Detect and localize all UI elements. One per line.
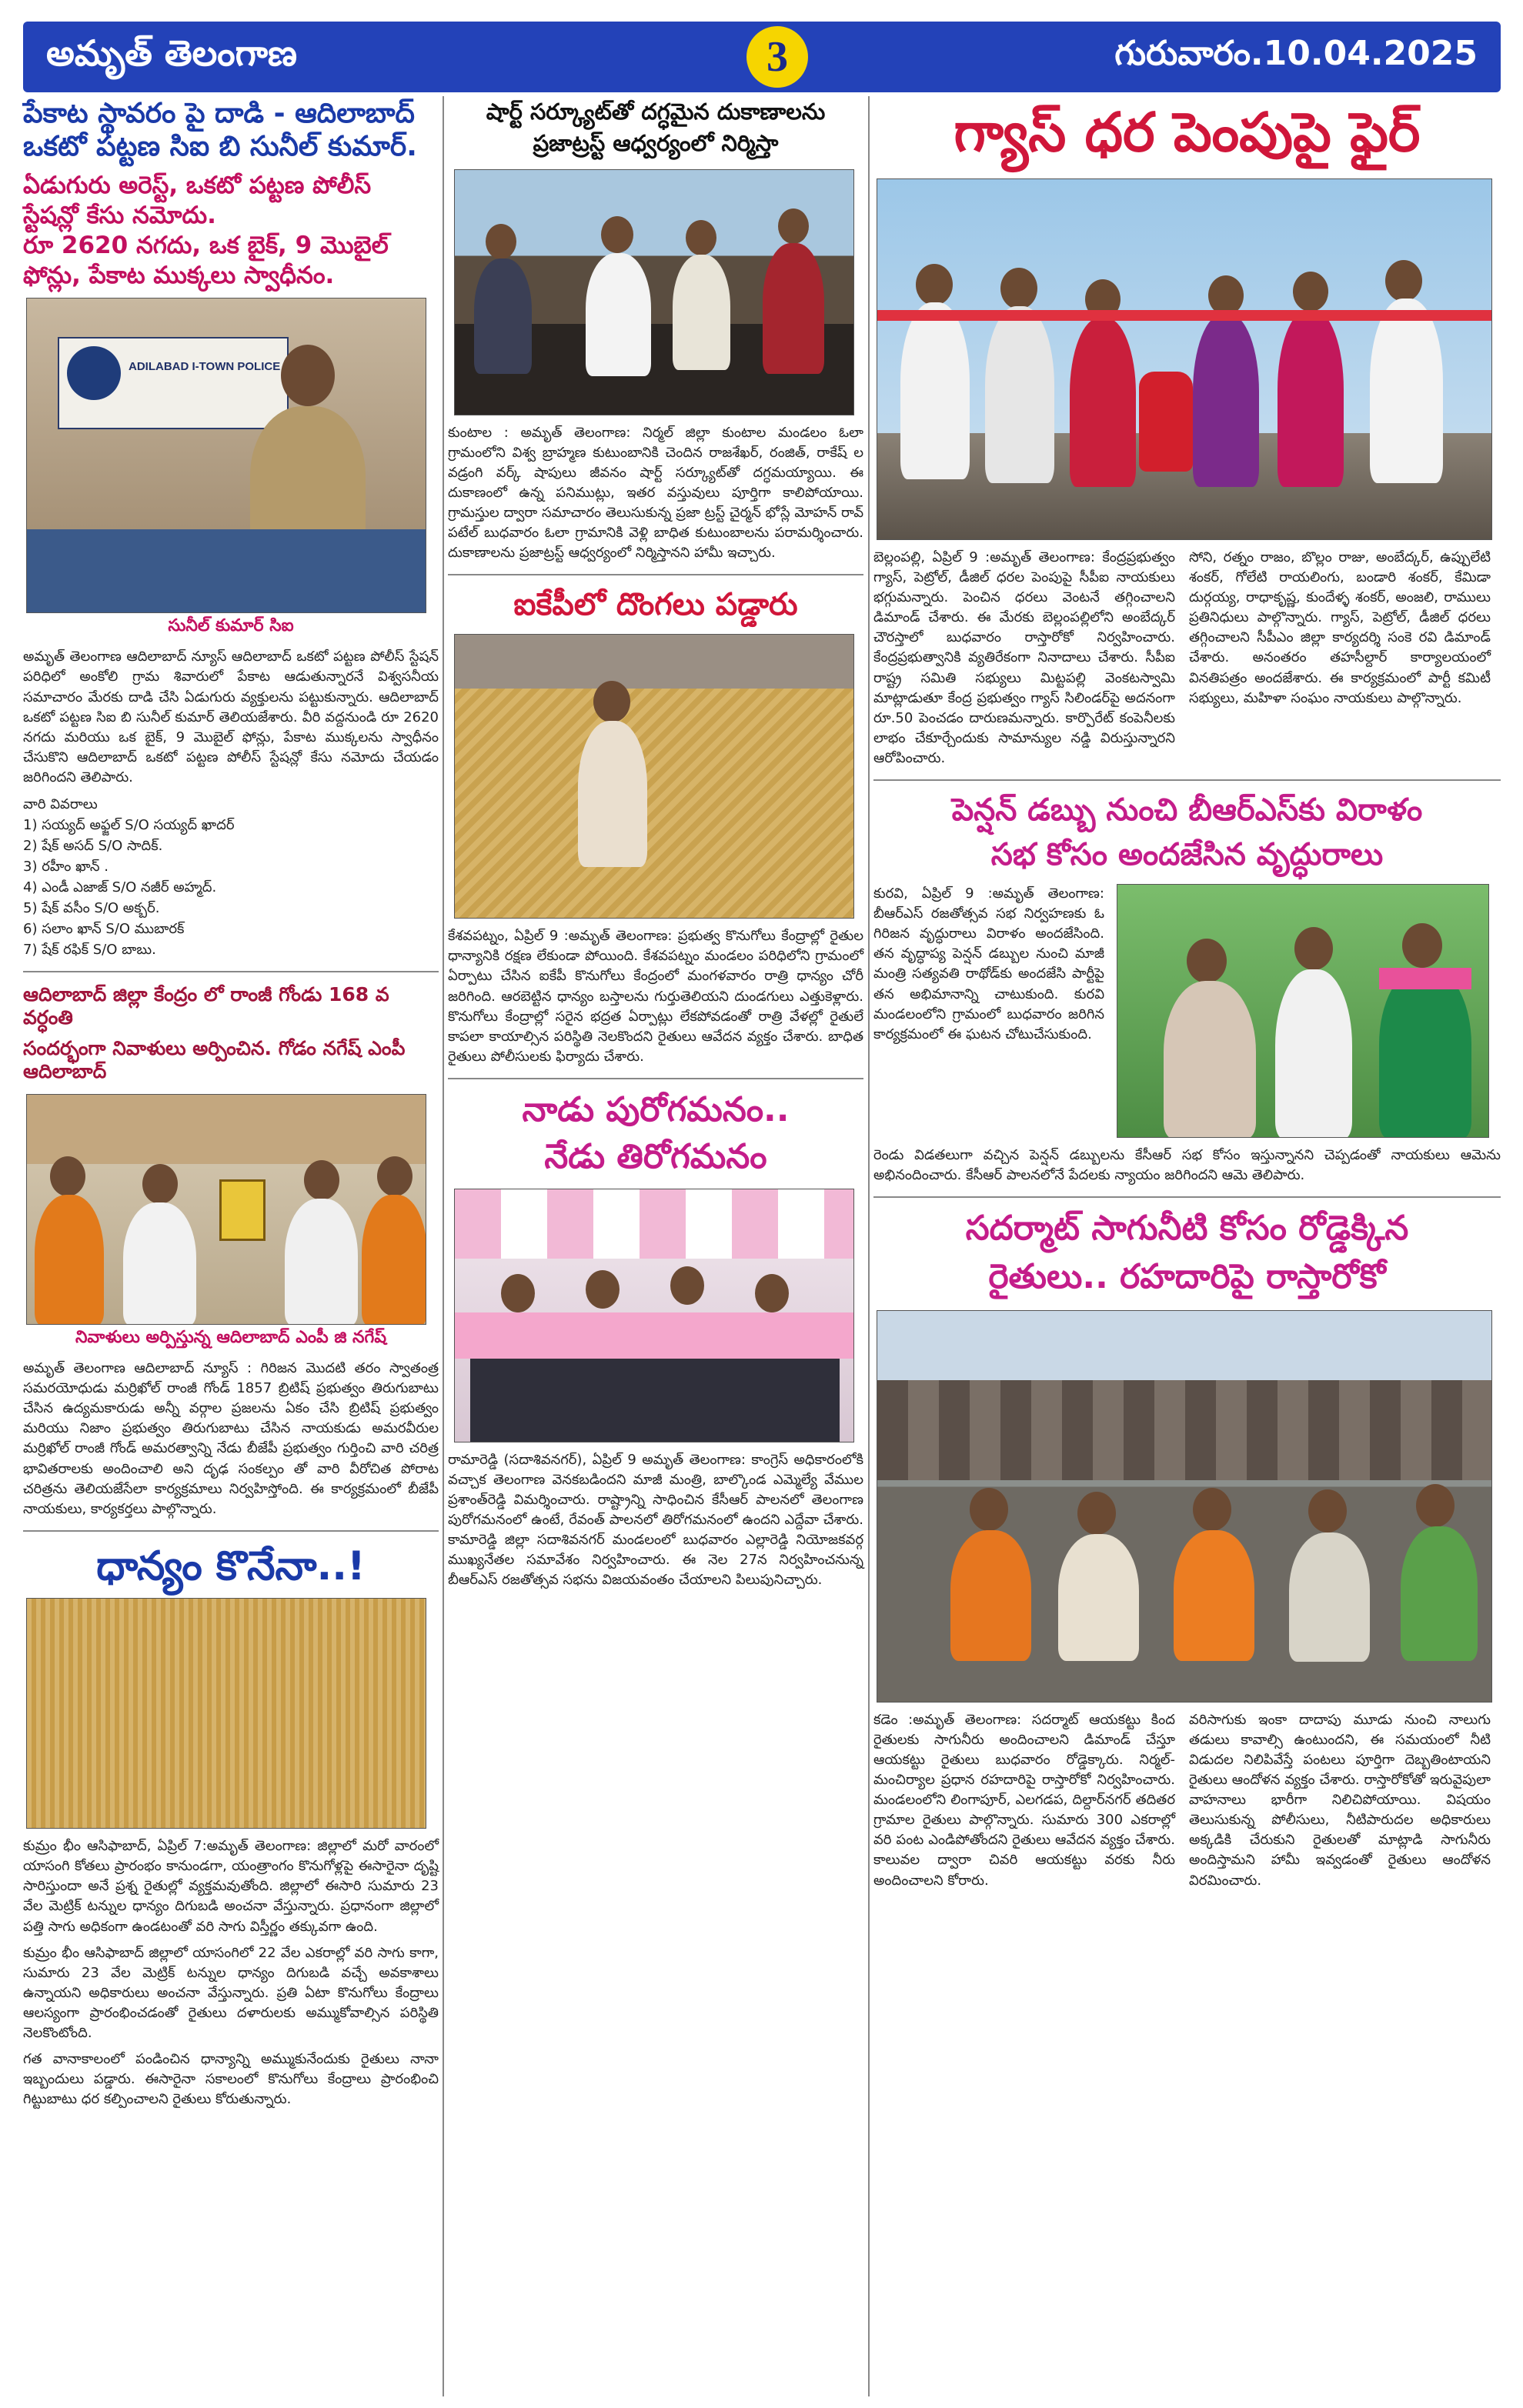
person-saffron-scarf [362,1195,426,1325]
person-white [900,302,970,479]
person-head [778,208,809,244]
article-body: కుంటాల : అమృత్ తెలంగాణ: నిర్మల్ జిల్లా కుంటాల మండలం ఓలా గ్రామంలోని విశ్వ బ్రాహ్మణ కుటుంబానికి చెందిన రాజశేఖర్, రంజిత్, రాకేష్ ల వడ్రంగి వర్క్ షాపులు జీవనం షార్ట్ సర్క్యూట్‌తో దగ్ధమయ్యాయి. ఈ దుకాణంలో ఉన్న పనిముట్లు, ఇతర వస్తువులు పూర్తిగా కాలిపోయాయి. గ్రామస్తుల ద్వారా సమాచారం తెలుసుకున్న ప్రజా ట్రస్ట్ చైర్మన్ భోస్లే మోహన్ రావ్ పటేల్ బుధవారం ఓలా గ్రామానికి వెళ్లి బాధిత కుటుంబాలను పరామర్శించారు. దుకాణాలను ప్రజాట్రస్ట్ ఆధ్వర్యంలో నిర్మిస్తానని హామీ ఇచ్చారు. [448,424,863,562]
person-head [142,1164,178,1204]
headline: పేకాట స్థావరం పై దాడి - ఆదిలాబాద్ [23,98,415,129]
section-divider [23,1530,439,1532]
headline: ప్రజాట్రస్ట్ ఆధ్వర్యంలో నిర్మిస్తా [533,129,779,156]
article-pension-donation [873,792,1501,1186]
article-body: సోని, రత్నం రాజం, బొల్లం రాజు, అంబేద్కర్, ఉప్పులేటి శంకర్, గోలేటి రాయలింగు, బండారి శంకర్, కేమిడా దుర్గయ్య, రాధాకృష్ణ, కుందేళ్ళ శంకర్, అంజలి, రాములు ప్రతినిధులు పాల్గొన్నారు. గ్యాస్, పెట్రోల్, డీజిల్ ధరలు తగ్గించాలని సీపీఎం జిల్లా కార్యదర్శి సంకె రవి డిమాండ్ చేశారు. అనంతరం తహసీల్దార్ కార్యాలయంలో వినతిపత్రం అందజేశారు. ఈ కార్యక్రమంలో పార్టీ కమిటీ సభ్యులు, మహిళా సంఘం నాయకులు పాల్గొన్నారు. [1189,549,1491,706]
headline: ధాన్యం కొనేనా..! [96,1543,366,1589]
person-head [1416,1484,1455,1527]
photo-elderly-woman-donation [1117,884,1489,1138]
background-shed [455,635,854,689]
person-head [1293,272,1328,312]
person-saffron-scarf [35,1195,104,1325]
article-body: కుమ్రం భీం ఆసిఫాబాద్, ఏప్రిల్ 7:అమృత్ తెలంగాణ: జిల్లాలో మరో వారంలో యాసంగి కోతలు ప్రారంభం కానుండగా, యంత్రాంగం కొనుగోళ్లపై ఈసారైనా దృష్టి సారిస్తుందా అనే ప్రశ్న రైతుల్లో వ్యక్తమవుతోంది. జిల్లాలో ఈసారి సుమారు 23 వేల మెట్రిక్ టన్నుల ధాన్యం దిగుబడి అంచనా వేస్తున్నారు. ప్రధానంగా జిల్లాలో పత్తి సాగు అధికంగా ఉండటంతో వరి సాగు విస్తీర్ణం తక్కువగా ఉంది. [23,1838,439,1935]
person-head [670,1266,704,1305]
person-head [50,1156,85,1196]
section-divider [448,574,863,575]
list-item: 7) షేక్ రఫిక్ S/O బాబు. [23,942,156,959]
person-head [1308,1489,1347,1533]
farmer [578,721,647,867]
photo-mp-tribute [26,1094,426,1325]
person [474,258,532,374]
headline: ఆదిలాబాద్ జిల్లా కేంద్రం లో రాంజీ గోండు 168 వ వర్ధంతి [23,983,389,1029]
headline: ఒకటో పట్టణ సిఐ బి సునీల్ కుమార్. [23,131,417,163]
headline: నాడు పురోగమనం.. [522,1089,790,1129]
article-body: రామారెడ్డి (సదాశివనగర్), ఏప్రిల్ 9 అమృత్ తెలంగాణ: కాంగ్రెస్ అధికారంలోకి వచ్చాక తెలంగాణ వెనకబడిందని మాజీ మంత్రి, బాల్కొండ ఎమ్మెల్యే వేముల ప్రశాంత్‌రెడ్డి విమర్శించారు. రాష్ట్రాన్ని సాధించిన కేసీఆర్ పాలనలో తెలంగాణ పురోగమనంలో ఉంటే, రేవంత్ పాలనలో తిరోగమనంలో ఉందని ఎద్దేవా చేశారు. కామారెడ్డి జిల్లా సదాశివనగర్ మండలంలో బుధవారం ఎల్లారెడ్డి నియోజకవర్గ ముఖ్యనేతల సమావేశం నిర్వహించారు. ఈ నెల 27న నిర్వహించనున్న బీఆర్ఎస్ రజతోత్సవ సభను విజయవంతం చేయాలని పిలుపునిచ్చారు. [448,1451,863,1589]
list-item: 1) సయ్యద్ అఫ్జల్ S/O సయ్యద్ ఖాదర్ [23,817,235,834]
station-signboard [58,337,289,429]
list-item: 5) షేక్ వసీం S/O అక్బర్. [23,900,160,917]
article-grain-purchase [23,1543,439,2110]
article-shop-fire [448,98,863,563]
person-head [486,224,516,259]
person-white [1370,298,1443,483]
person-head [501,1274,535,1312]
article-body: రెండు విడతలుగా వచ్చిన పెన్షన్ డబ్బులను కేసీఆర్ సభ కోసం ఇస్తున్నానని చెప్పడంతో నాయకులు ఆమెను అభినందించారు. కేసీఆర్ పాలనలోనే పేదలకు న్యాయం జరిగిందని ఆమె తెలిపారు. [873,1147,1501,1184]
article-body: కేశవపట్నం, ఏప్రిల్ 9 :అమృత్ తెలంగాణ: ప్రభుత్వ కొనుగోలు కేంద్రాల్లో రైతుల ధాన్యానికి రక్షణ లేకుండా పోయింది. కేశవపట్నం మండలం పరిధిలోని గ్రామంలో ఏర్పాటు చేసిన ఐకేపీ కొనుగోలు కేంద్రంలో మంగళవారం రాత్రి ధాన్యం చోరీ జరిగింది. ఆరబెట్టిన ధాన్యం బస్తాలను గుర్తుతెలియని దుండగులు ఎత్తుకెళ్లారు. కొనుగోలు కేంద్రాల్లో సరైన భద్రత ఏర్పాట్లు లేకపోవడంతో రాత్రి వేళల్లో రైతులే కాపలా కాయాల్సిన పరిస్థితి నెలకొందని రైతులు ఆవేదన వ్యక్తం చేశారు. బాధిత రైతులు పోలీసులకు ఫిర్యాదు చేశారు. [448,928,863,1065]
crowd-back [877,1380,1492,1480]
person-white [123,1202,196,1325]
headline: సదర్మాట్ సాగునీటి కోసం రోడ్డెక్కిన [965,1209,1409,1249]
person [673,255,730,370]
list-item: 6) సలాం ఖాన్ S/O ముబారక్ [23,921,185,938]
person-head [1294,927,1333,970]
headline: నేడు తిరోగమనం [544,1136,767,1176]
photo-road-blockade [877,1310,1492,1703]
article-columns [873,548,1501,769]
wall-background [27,1095,426,1164]
headline: షార్ట్ సర్క్యూట్‌తో దగ్ధమైన దుకాణాలను [486,98,826,125]
issue-date: గురువారం.10.04.2025 [1114,34,1478,73]
person-head [601,216,633,253]
person-red-saree [1070,318,1136,487]
person-head [304,1160,339,1200]
person-white [285,1199,358,1325]
person-red [763,243,824,374]
article-body: కురవి, ఏప్రిల్ 9 :అమృత్ తెలంగాణ: బీఆర్ఎస్ రజతోత్సవ సభ నిర్వహణకు ఓ గిరిజన వృద్ధురాలు విరాళం అందజేసింది. తన వృద్ధాప్య పెన్షన్ డబ్బుల నుంచి మాజీ మంత్రి సత్యవతి రాథోడ్‌కు అందజేసి పార్టీపై తన అభిమానాన్ని చాటుకుంది. కురవి మండలంలోని గ్రామంలో బుధవారం జరిగిన కార్యక్రమంలో ఈ ఘటన చోటుచేసుకుంది. [873,885,1104,1042]
leader-green-saree [1379,968,1471,1138]
column-divider [443,96,444,2396]
photo-cpi-protest [877,178,1492,540]
column-right [873,92,1501,1891]
party-banner [455,1189,854,1259]
person-head [1402,923,1442,968]
article-gas-price [873,100,1501,769]
column-left [23,92,439,2110]
officer-head [281,345,335,406]
subheading: రూ 2620 నగదు, ఒక బైక్, 9 మొబైల్ [23,231,389,259]
article-ikp-theft [448,586,863,1067]
portrait-frame [219,1179,266,1241]
person-white [985,306,1054,483]
article-progress-regression [448,1090,863,1590]
article-gambling-raid [23,97,439,960]
accused-list [23,794,439,960]
person-head [1077,1492,1116,1535]
list-item: 3) రహీం ఖాన్ . [23,859,109,875]
person-purple-saree [1193,314,1259,487]
protester-green [1401,1526,1478,1661]
article-body: గత వానాకాలంలో పండించిన ధాన్యాన్ని అమ్ముకునేందుకు రైతులు నానా ఇబ్బందులు పడ్డారు. ఈసారైనా సకాలంలో కొనుగోలు కేంద్రాలు ప్రారంభించి గిట్టుబాటు ధర కల్పించాలని రైతులు కోరుతున్నారు. [23,2051,439,2108]
list-item: 2) షేక్ అసద్ S/O సాదిక్. [23,838,163,855]
press-table [470,1359,840,1442]
section-divider [448,1078,863,1079]
article-body: వరిసాగుకు ఇంకా దాదాపు మూడు నుంచి నాలుగు తడులు కావాల్సి ఉంటుందని, ఈ సమయంలో నీటి విడుదల నిలిపివేస్తే పంటలు పూర్తిగా దెబ్బతింటాయని రైతులు ఆందోళన వ్యక్తం చేశారు. రాస్తారోకోతో ఇరువైపులా వాహనాలు భారీగా నిలిచిపోయాయి. విషయం తెలుసుకున్న పోలీసులు, నీటిపారుదల అధికారులు అక్కడికి చేరుకుని రైతులతో మాట్లాడి సాగునీరు అందిస్తామని హామీ ఇవ్వడంతో రైతులు ఆందోళన విరమించారు. [1189,1711,1491,1889]
desk [27,529,426,613]
article-body: కడెం :అమృత్ తెలంగాణ: సదర్మాట్ ఆయకట్టు కింద రైతులకు సాగునీరు అందించాలని డిమాండ్ చేస్తూ ఆయకట్టు రైతులు బుధవారం రోడ్డెక్కారు. నిర్మల్-మంచిర్యాల ప్రధాన రహదారిపై రాస్తారోకో నిర్వహించారు. మండలంలోని లింగాపూర్, ఎలగడప, దిల్దార్‌నగర్ తదితర గ్రామాల రైతులు పాల్గొన్నారు. సుమారు 300 ఎకరాల్లో వరి పంట ఎండిపోతోందని రైతులు ఆవేదన వ్యక్తం చేశారు. కాలువల ద్వారా చివరి ఆయకట్టు వరకు నీరు అందించాలని కోరారు. [873,1711,1175,1889]
section-divider [873,1196,1501,1198]
gas-cylinder-icon [1139,372,1193,472]
article-body: అమృత్ తెలంగాణ ఆదిలాబాద్ న్యూస్ ఆదిలాబాద్ ఒకటో పట్టణ పోలీస్ స్టేషన్ పరిధిలో అంకోలి గ్రామ శివారులో పేకాట ఆడుతున్నారనే విశ్వసనీయ సమాచారం మేరకు దాడి చేసి ఏడుగురు వ్యక్తులను పట్టుకున్నారు. ఆదిలాబాద్ ఒకటో పట్టణ సిఐ బి సునీల్ కుమార్ తెలియజేశారు. వీరి వద్దనుండి రూ 2620 నగదు మరియు ఒక బైక్, 9 మొబైల్ ఫోన్లు, పేకాట ముక్కలను స్వాధీనం చేసుకొని ఆదిలాబాద్ ఒకటో పట్టణ పోలీస్ స్టేషన్లో కేసు నమోదు చేయడం జరిగిందని తెలిపారు. [23,649,439,785]
article-body: కుమ్రం భీం ఆసిఫాబాద్ జిల్లాలో యాసంగిలో 22 వేల ఎకరాల్లో వరి సాగు కాగా, సుమారు 23 వేల మెట్రిక్ టన్నుల ధాన్యం దిగుబడి వచ్చే అవకాశాలు ఉన్నాయని అధికారులు అంచనా వేస్తున్నారు. ప్రతి ఏటా కొనుగోలు కేంద్రాలు ఆలస్యంగా ప్రారంభించడంతో రైతులు దళారులకు అమ్ముకోవాల్సిన పరిస్థితి నెలకొంటోంది. [23,1944,439,2042]
article-body: బెల్లంపల్లి, ఏప్రిల్ 9 :అమృత్ తెలంగాణ: కేంద్రప్రభుత్వం గ్యాస్, పెట్రోల్, డీజిల్ ధరల పెంపుపై సీపీఐ నాయకులు భగ్గుమన్నారు. పెంచిన ధరలు వెంటనే తగ్గించాలని డిమాండ్ చేశారు. ఈ మేరకు బెల్లంపల్లిలోని అంబేద్కర్ చౌరస్తాలో బుధవారం రాస్తారోకో నిర్వహించారు. కేంద్రప్రభుత్వానికి వ్యతిరేకంగా నినాదాలు చేశారు. సీపీఐ రాష్ట్ర సమితి సభ్యులు మిట్టపల్లి వెంకటస్వామి మాట్లాడుతూ కేంద్ర ప్రభుత్వం గ్యాస్ సిలిండర్‌పై అదనంగా రూ.50 పెంచడం దారుణమన్నారు. కార్పొరేట్ కంపెనీలకు లాభం చేకూర్చేందుకు సామాన్యుల నడ్డి విరుస్తున్నారని ఆరోపించారు. [873,549,1175,766]
photo-burnt-shop [454,169,854,415]
person-head [377,1156,412,1196]
list-title: వారి వివరాలు [23,796,98,813]
person-head [1187,939,1227,983]
headline: సందర్భంగా నివాళులు అర్పించిన. గోడం నగేష్ ఎంపీ ఆదిలాబాద్ [23,1037,406,1083]
article-ramji-gond-tribute [23,983,439,1519]
red-scarves [877,310,1492,321]
person-head [755,1274,789,1312]
pink-scarf [1379,968,1471,989]
photo-paddy-heap [454,634,854,919]
police-emblem-icon [67,346,121,400]
masthead [23,22,1501,92]
article-columns [873,884,1501,1138]
list-item: 4) ఎండీ ఎజాజ్ S/O నజీర్ అహ్మద్. [23,879,217,896]
photo-press-meet [454,1189,854,1442]
article-sadarmat-farmers [873,1209,1501,1890]
article-columns [873,1710,1501,1891]
elderly-woman [1164,981,1256,1138]
photo-paddy-field [26,1598,426,1829]
person-head [1385,260,1422,302]
protester-saffron [1174,1530,1254,1661]
headline: సభ కోసం అందజేసిన వృద్ధురాలు [990,837,1384,873]
protester-white [1058,1534,1139,1661]
protester-saffron [950,1530,1031,1661]
photo-caption: నివాళులు అర్పిస్తున్న ఆదిలాబాద్ ఎంపీ జి నగేష్ [75,1328,387,1348]
column-middle [448,92,863,1590]
pink-scarves [455,1312,854,1359]
page-number: 3 [746,26,808,88]
person-head [916,264,953,305]
protester-white [1289,1533,1370,1662]
section-divider [23,971,439,972]
photo-caption: సునీల్ కుమార్ సిఐ [168,616,294,636]
person-white [586,253,651,376]
subheading: స్టేషన్లో కేసు నమోదు. [23,202,216,230]
headline: ఐకేపీలో దొంగలు పడ్డారు [513,587,798,623]
column-divider [868,96,870,2396]
subheading: ఏడుగురు అరెస్ట్, ఒకటో పట్టణ పోలీస్ [23,172,372,200]
person-white [1275,969,1352,1138]
person-pink-saree [1278,310,1344,487]
signboard-text: ADILABAD I-TOWN POLICE [129,360,281,374]
article-body: అమృత్ తెలంగాణ ఆదిలాబాద్ న్యూస్ : గిరిజన మొదటి తరం స్వాతంత్ర సమరయోధుడు మర్రిఖోల్ రాంజీ గోండ్ 1857 బ్రిటిష్ ప్రభుత్వం తిరుగుబాటు చేసిన ఉద్యమకారుడు అన్నీ వర్గాల ప్రజలను ఏకం చేసి బ్రిటిష్ ప్రభుత్వం మరియు నిజాం ప్రభుత్వం తిరుగుబాటు చేసిన నాయకుడు అమరవీరుల మర్రిఖోల్ రాంజీ గోండ్ అమరత్వాన్ని నేడు బీజేపీ ప్రభుత్వం గుర్తించి వారి చరిత్ర భావితరాలకు అందించాలి అని దృఢ సంకల్పం తో వారి వీరోచిత పోరాట చరిత్రను తెలియజేసేలా కార్యక్రమాలు నిర్వహిస్తోంది. ఈ కార్యక్రమంలో బీజేపీ నాయకులు, కార్యకర్తలు పాల్గొన్నారు. [23,1360,439,1517]
person-head [1193,1488,1231,1531]
person-head [686,220,716,255]
person-head [970,1488,1008,1531]
subheading: ఫోన్లు, పేకాట ముక్కలు స్వాధీనం. [23,261,335,289]
headline: గ్యాస్ ధర పెంపుపై ఫైర్ [954,101,1421,164]
person-head [1000,268,1037,309]
farmer-head [593,681,630,722]
photo-police-officer [26,298,426,613]
paper-name: అమృత్ తెలంగాణ [46,32,297,74]
section-divider [873,779,1501,781]
person-head [586,1270,620,1309]
headline: రైతులు.. రహదారిపై రాస్తారోకో [988,1257,1386,1297]
headline: పెన్షన్ డబ్బు నుంచి బీఆర్ఎస్‌కు విరాళం [951,792,1423,829]
